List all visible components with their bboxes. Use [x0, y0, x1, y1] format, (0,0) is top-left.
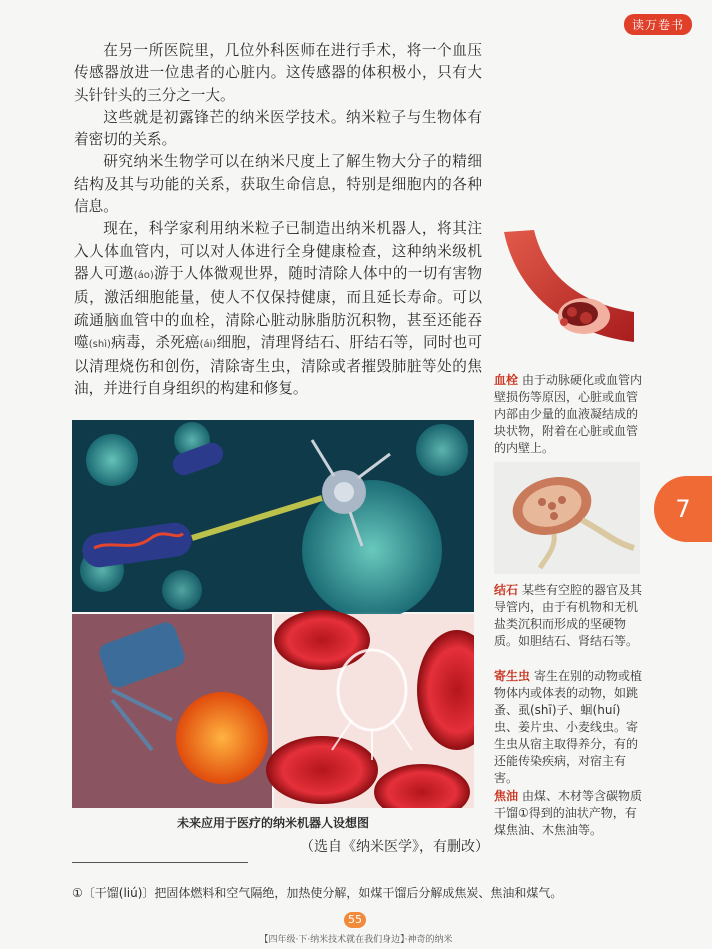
figure-caption: 未来应用于医疗的纳米机器人设想图 — [176, 816, 369, 830]
nanorobot-figure — [72, 420, 474, 808]
footnote-divider — [72, 862, 248, 863]
gallstone-illustration — [494, 462, 640, 574]
source-citation: （选自《纳米医学》，有删改） — [300, 839, 489, 855]
chapter-tab: 7 — [654, 476, 712, 542]
paragraph-4: 现在，科学家利用纳米粒子已制造出纳米机器人，将其注入人体血管内，可以对人体进行全身健康检查，这种纳米级机器人可遨(áo)游于人体微观世界，随时清除人体中的一切有害物质，激活细胞能量，使人不仅保持健康，而且延长寿命。可以疏通脑血管中的血栓，清除心脏动脉脂肪沉积物，甚至还能吞噬(shì)病毒，杀死癌(ái)细胞，清理肾结石、肝结石等，同时也可以清理烧伤和创伤，清除寄生虫，清除或者摧毁肺脏等处的焦油，并进行自身组织的构建和修复。 — [74, 220, 482, 398]
sidebar-entry-thrombus: 血栓 由于动脉硬化或血管内壁损伤等原因，心脏或血管内部由少量的血液凝结成的块状物，附着在心脏或血管的内壁上。 — [494, 373, 643, 455]
paragraph-3: 研究纳米生物学可以在纳米尺度上了解生物大分子的精细结构及其与功能的关系，获取生命信息，特别是细胞内的各种信息。 — [74, 153, 482, 216]
main-text — [74, 40, 482, 401]
paragraph-1: 在另一所医院里，几位外科医师在进行手术，将一个血压传感器放进一位患者的心脏内。这传感器的体积极小，只有大头针针头的三分之一大。 — [74, 42, 482, 104]
sidebar-entry-stone: 结石 某些有空腔的器官及其导管内，由于有机物和无机盐类沉积而形成的坚硬物质。如胆结石、肾结石等。 — [494, 583, 643, 648]
paragraph-2: 这些就是初露锋芒的纳米医学技术。纳米粒子与生物体有着密切的关系。 — [74, 108, 482, 149]
footnote: ①〔干馏(liú)〕把固体燃料和空气隔绝，加热使分解，如煤干馏后分解成焦炭、焦油和煤气。 — [72, 886, 563, 900]
page-footer: 【四年级·下·纳米技术就在我们身边】·神奇的纳米 — [259, 935, 453, 945]
pinyin-ao: (áo) — [133, 269, 154, 281]
sidebar-entry-tar: 焦油 由煤、木材等含碳物质干馏①得到的油状产物，有煤焦油、木焦油等。 — [494, 789, 643, 837]
pinyin-shi: (shì) — [88, 338, 111, 350]
page-number: 55 — [344, 912, 366, 928]
pinyin-ai: (ái) — [199, 338, 217, 350]
section-badge: 读万卷书 — [624, 14, 692, 35]
sidebar-entry-parasite: 寄生虫 寄生在别的动物或植物体内或体表的动物，如跳蚤、虱(shī)子、蛔(huí)虫、姜片虫、小麦线虫。寄生虫从宿主取得养分，有的还能传染疾病，对宿主有害。 — [494, 669, 643, 785]
blood-clot-illustration — [494, 222, 644, 362]
